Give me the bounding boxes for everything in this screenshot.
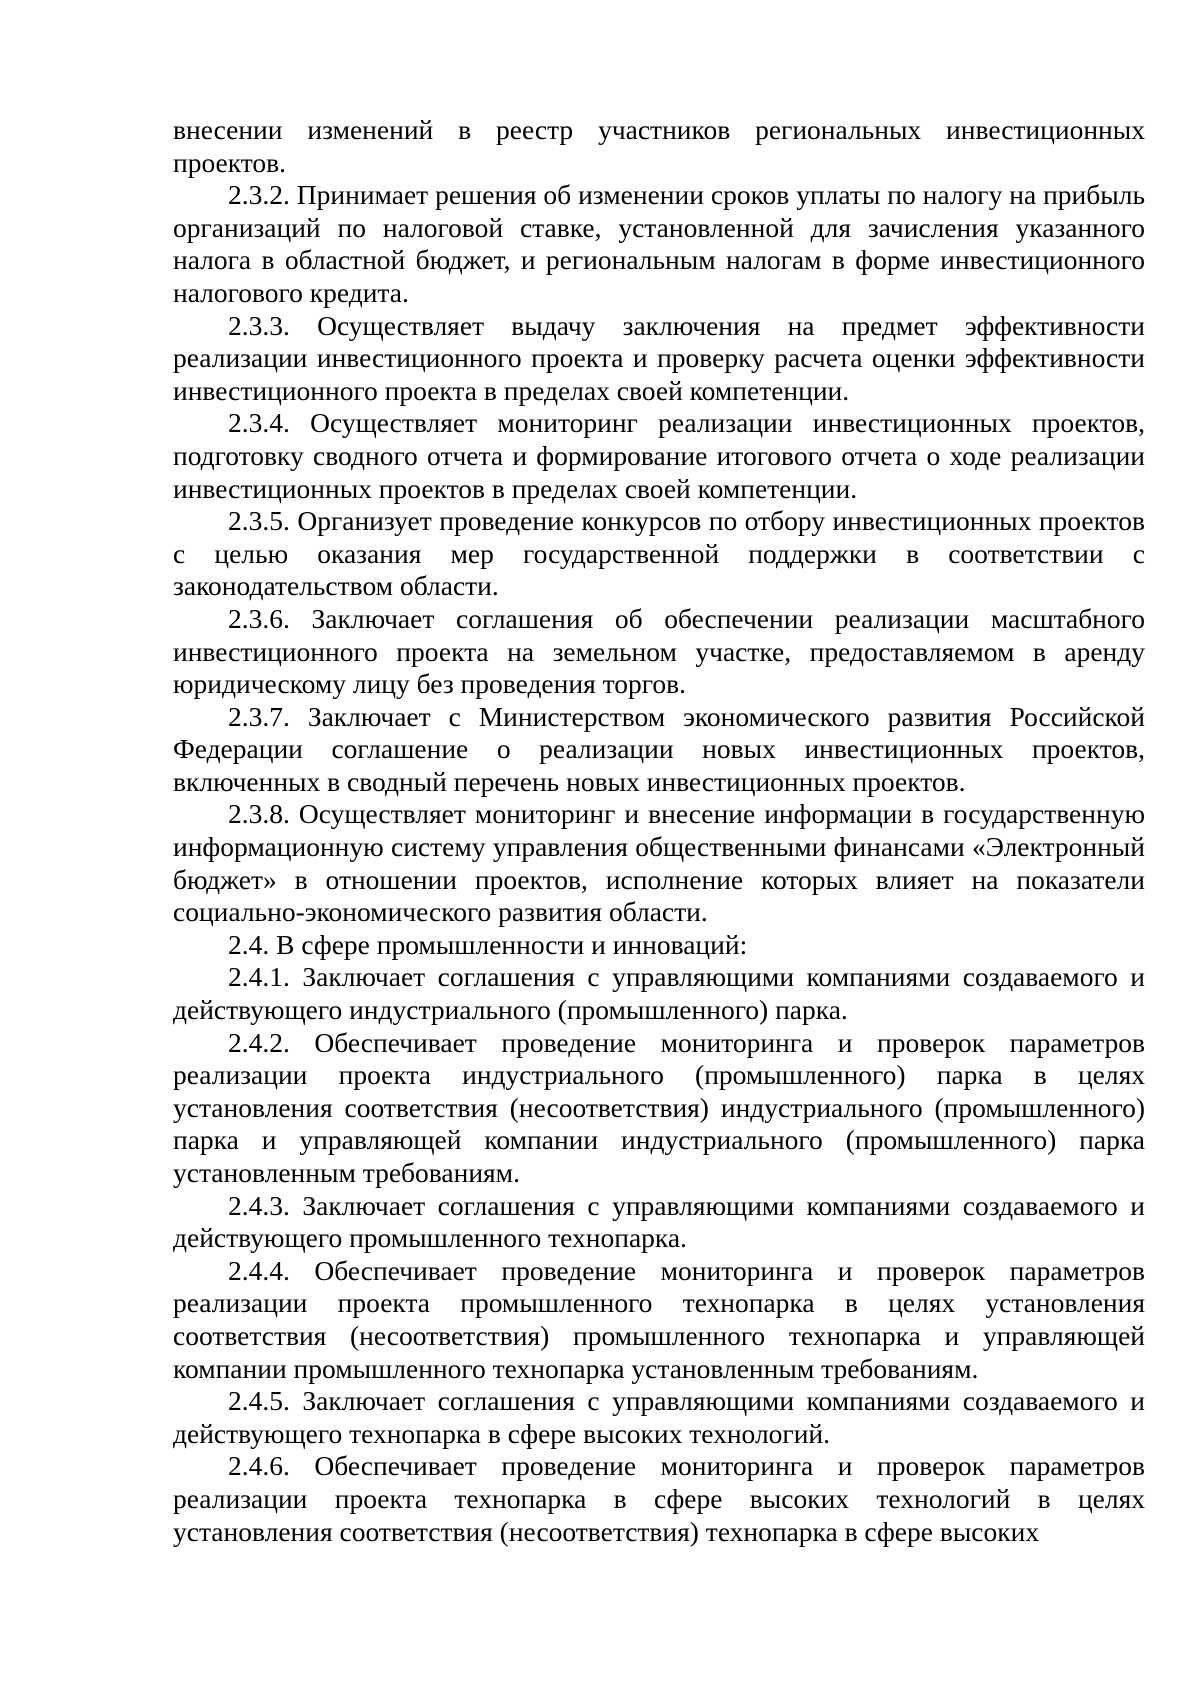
paragraph-2-3-2: 2.3.2. Принимает решения об изменении сроков уплаты по налогу на прибыль организаций по налоговой ставке, установленной для зачисления указанного налога в областной бюджет, и региональным налогам в форме инвестиционного налогового кредита. bbox=[173, 179, 1145, 308]
paragraph-2-3-6: 2.3.6. Заключает соглашения об обеспечении реализации масштабного инвестиционного проекта на земельном участке, предоставляемом в аренду юридическому лицу без проведения торгов. bbox=[173, 602, 1145, 700]
paragraph-2-4-3: 2.4.3. Заключает соглашения с управляющими компаниями создаваемого и действующего промышленного технопарка. bbox=[173, 1189, 1145, 1254]
paragraph-2-3-5: 2.3.5. Организует проведение конкурсов по отбору инвестиционных проектов с целью оказания мер государственной поддержки в соответствии с законодательством области. bbox=[173, 505, 1145, 602]
paragraph-2-3-4: 2.3.4. Осуществляет мониторинг реализации инвестиционных проектов, подготовку сводного отчета и формирование итогового отчета о ходе реализации инвестиционных проектов в пределах своей компетенции. bbox=[173, 407, 1145, 504]
paragraph-2-4-5: 2.4.5. Заключает соглашения с управляющими компаниями создаваемого и действующего технопарка в сфере высоких технологий. bbox=[173, 1385, 1145, 1449]
paragraph-2-4-2: 2.4.2. Обеспечивает проведение мониторинга и проверок параметров реализации проекта индустриального (промышленного) парка в целях установления соответствия (несоответствия) индустриального (промышленного) парка и управляющей компании индустриального (промышленного) парка установленным требованиям. bbox=[173, 1026, 1145, 1188]
paragraph-continuation: внесении изменений в реестр участников региональных инвестиционных проектов. bbox=[173, 114, 1145, 178]
paragraph-2-4-4: 2.4.4. Обеспечивает проведение мониторинга и проверок параметров реализации проекта промышленного технопарка в целях установления соответствия (несоответствия) промышленного технопарка и управляющей компании промышленного технопарка установленным требованиям. bbox=[173, 1254, 1145, 1384]
document-body bbox=[173, 114, 1145, 1548]
paragraph-2-3-8: 2.3.8. Осуществляет мониторинг и внесение информации в государственную информационную систему управления общественными финансами «Электронный бюджет» в отношении проектов, исполнение которых влияет на показатели социально-экономического развития области. bbox=[173, 798, 1145, 928]
paragraph-2-4-6: 2.4.6. Обеспечивает проведение мониторинга и проверок параметров реализации проекта технопарка в сфере высоких технологий в целях установления соответствия (несоответствия) технопарка в сфере высоких bbox=[173, 1450, 1145, 1547]
paragraph-2-3-7: 2.3.7. Заключает с Министерством экономического развития Российской Федерации соглашение о реализации новых инвестиционных проектов, включенных в сводный перечень новых инвестиционных проектов. bbox=[173, 700, 1145, 797]
paragraph-2-3-3: 2.3.3. Осуществляет выдачу заключения на предмет эффективности реализации инвестиционного проекта и проверку расчета оценки эффективности инвестиционного проекта в пределах своей компетенции. bbox=[173, 309, 1145, 406]
section-heading-2-4: 2.4. В сфере промышленности и инноваций: bbox=[228, 928, 748, 960]
paragraph-2-4-1: 2.4.1. Заключает соглашения с управляющими компаниями создаваемого и действующего индустриального (промышленного) парка. bbox=[173, 961, 1145, 1026]
